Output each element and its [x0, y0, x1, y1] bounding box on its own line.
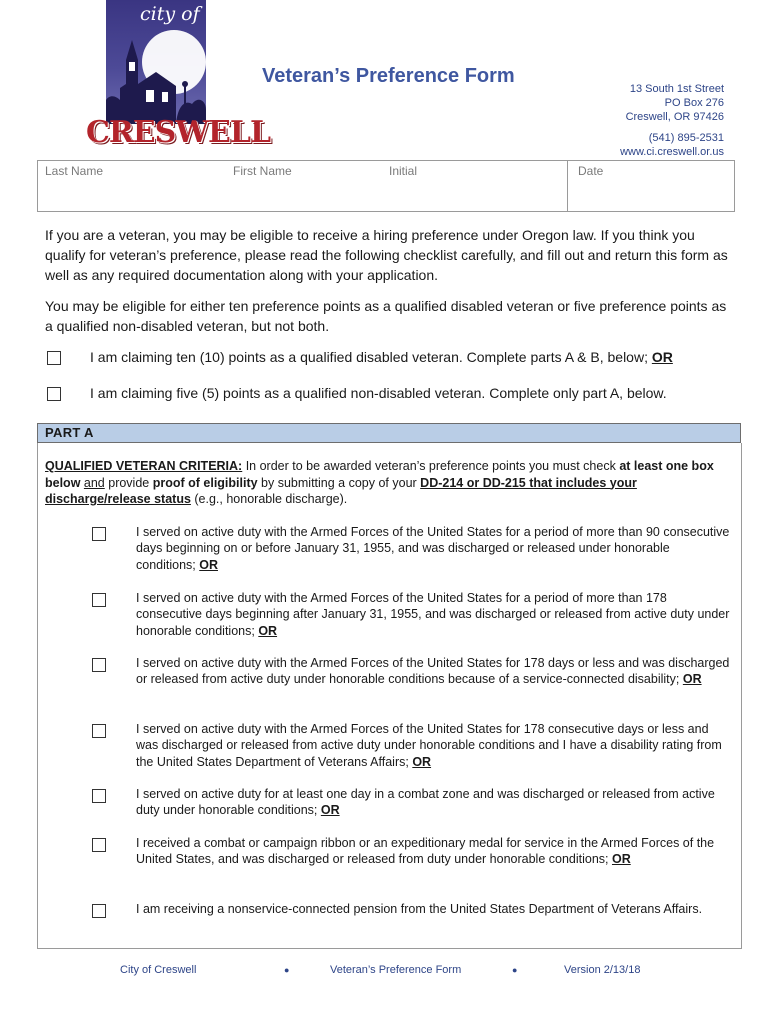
footer-form-name: Veteran’s Preference Form: [330, 964, 462, 976]
initial-label: Initial: [389, 164, 418, 178]
address-line: PO Box 276: [664, 97, 724, 110]
date-label: Date: [578, 164, 604, 178]
name-field-box[interactable]: [37, 160, 567, 212]
criteria-checkbox-7[interactable]: [92, 904, 106, 918]
address-line: 13 South 1st Street: [629, 83, 724, 95]
criteria-item-5: I served on active duty for at least one day in a combat zone and was discharged or released from active duty under honorable conditions; OR: [136, 787, 715, 818]
date-field-box[interactable]: [567, 160, 735, 212]
criteria-item-1: I served on active duty with the Armed Forces of the United States for a period of more than 90 consecutive days beginning on or before January 31, 1955, and was discharged or released under honorable conditions; OR: [136, 525, 730, 572]
criteria-checkbox-4[interactable]: [92, 724, 106, 738]
city-logo: [84, 0, 271, 160]
claim-five-label: I am claiming five (5) points as a qualified non-disabled veteran. Complete only part A, below.: [90, 385, 667, 401]
criteria-item-4: I served on active duty with the Armed Forces of the United States for 178 consecutive days or less and was discharged or released from active duty under honorable conditions and I have a disability rating from the United States Department of Veterans Affairs; OR: [136, 722, 722, 769]
part-a-heading: PART A: [37, 423, 741, 443]
criteria-checkbox-2[interactable]: [92, 593, 106, 607]
address-block: [620, 82, 724, 159]
claim-five-checkbox[interactable]: [47, 387, 61, 401]
logo-city-text: city of: [140, 3, 200, 25]
claim-ten-label: I am claiming ten (10) points as a qualified disabled veteran. Complete parts A & B, below; OR: [90, 349, 673, 365]
criteria-item-6: I received a combat or campaign ribbon or an expeditionary medal for service in the Armed Forces of the United States, and was discharged or released from duty under honorable conditions; OR: [136, 836, 715, 867]
website-link[interactable]: www.ci.creswell.or.us: [620, 145, 724, 158]
phone-number: (541) 895-2531: [648, 131, 724, 144]
footer-bullet-icon: ●: [284, 965, 290, 975]
last-name-label: Last Name: [45, 164, 104, 178]
criteria-item-3: I served on active duty with the Armed Forces of the United States for 178 days or less and was discharged or released from active duty under honorable conditions because of a service-connected disability; OR: [136, 656, 730, 687]
footer-city: City of Creswell: [120, 964, 197, 976]
footer-version: Version 2/13/18: [564, 964, 641, 976]
eligibility-paragraph: You may be eligible for either ten preference points as a qualified disabled veteran or five preference points as a qualified non-disabled veteran, but not both.: [45, 298, 727, 334]
footer-bullet-icon: ●: [512, 965, 518, 975]
criteria-checkbox-5[interactable]: [92, 789, 106, 803]
logo-emblem: [106, 0, 206, 124]
criteria-checkbox-6[interactable]: [92, 838, 106, 852]
claim-ten-checkbox[interactable]: [47, 351, 61, 365]
address-line: Creswell, OR 97426: [625, 111, 724, 124]
criteria-item-2: I served on active duty with the Armed Forces of the United States for a period of more than 178 consecutive days beginning after January 31, 1955, and was discharged or released from active duty under honorable conditions; OR: [136, 591, 730, 638]
criteria-checkbox-3[interactable]: [92, 658, 106, 672]
part-a-section: [37, 443, 742, 949]
form-title: Veteran’s Preference Form: [262, 65, 515, 87]
first-name-label: First Name: [233, 164, 292, 178]
intro-paragraph: If you are a veteran, you may be eligible to receive a hiring preference under Oregon law. If you think you qualify for veteran’s preference, please read the following checklist carefully, and fill out and return this form as well as any required documentation along with your application.: [45, 227, 728, 283]
criteria-checkbox-1[interactable]: [92, 527, 106, 541]
criteria-paragraph: QUALIFIED VETERAN CRITERIA: In order to be awarded veteran’s preference points you must check at least one box below and provide proof of eligibility by submitting a copy of your DD-214 or DD-215 that includes your discharge/release status (e.g., honorable discharge).: [45, 459, 714, 506]
or-label: OR: [651, 349, 673, 365]
logo-name-text: CRESWELL: [86, 115, 271, 150]
criteria-item-7: I am receiving a nonservice-connected pension from the United States Department of Veterans Affairs.: [136, 902, 703, 916]
